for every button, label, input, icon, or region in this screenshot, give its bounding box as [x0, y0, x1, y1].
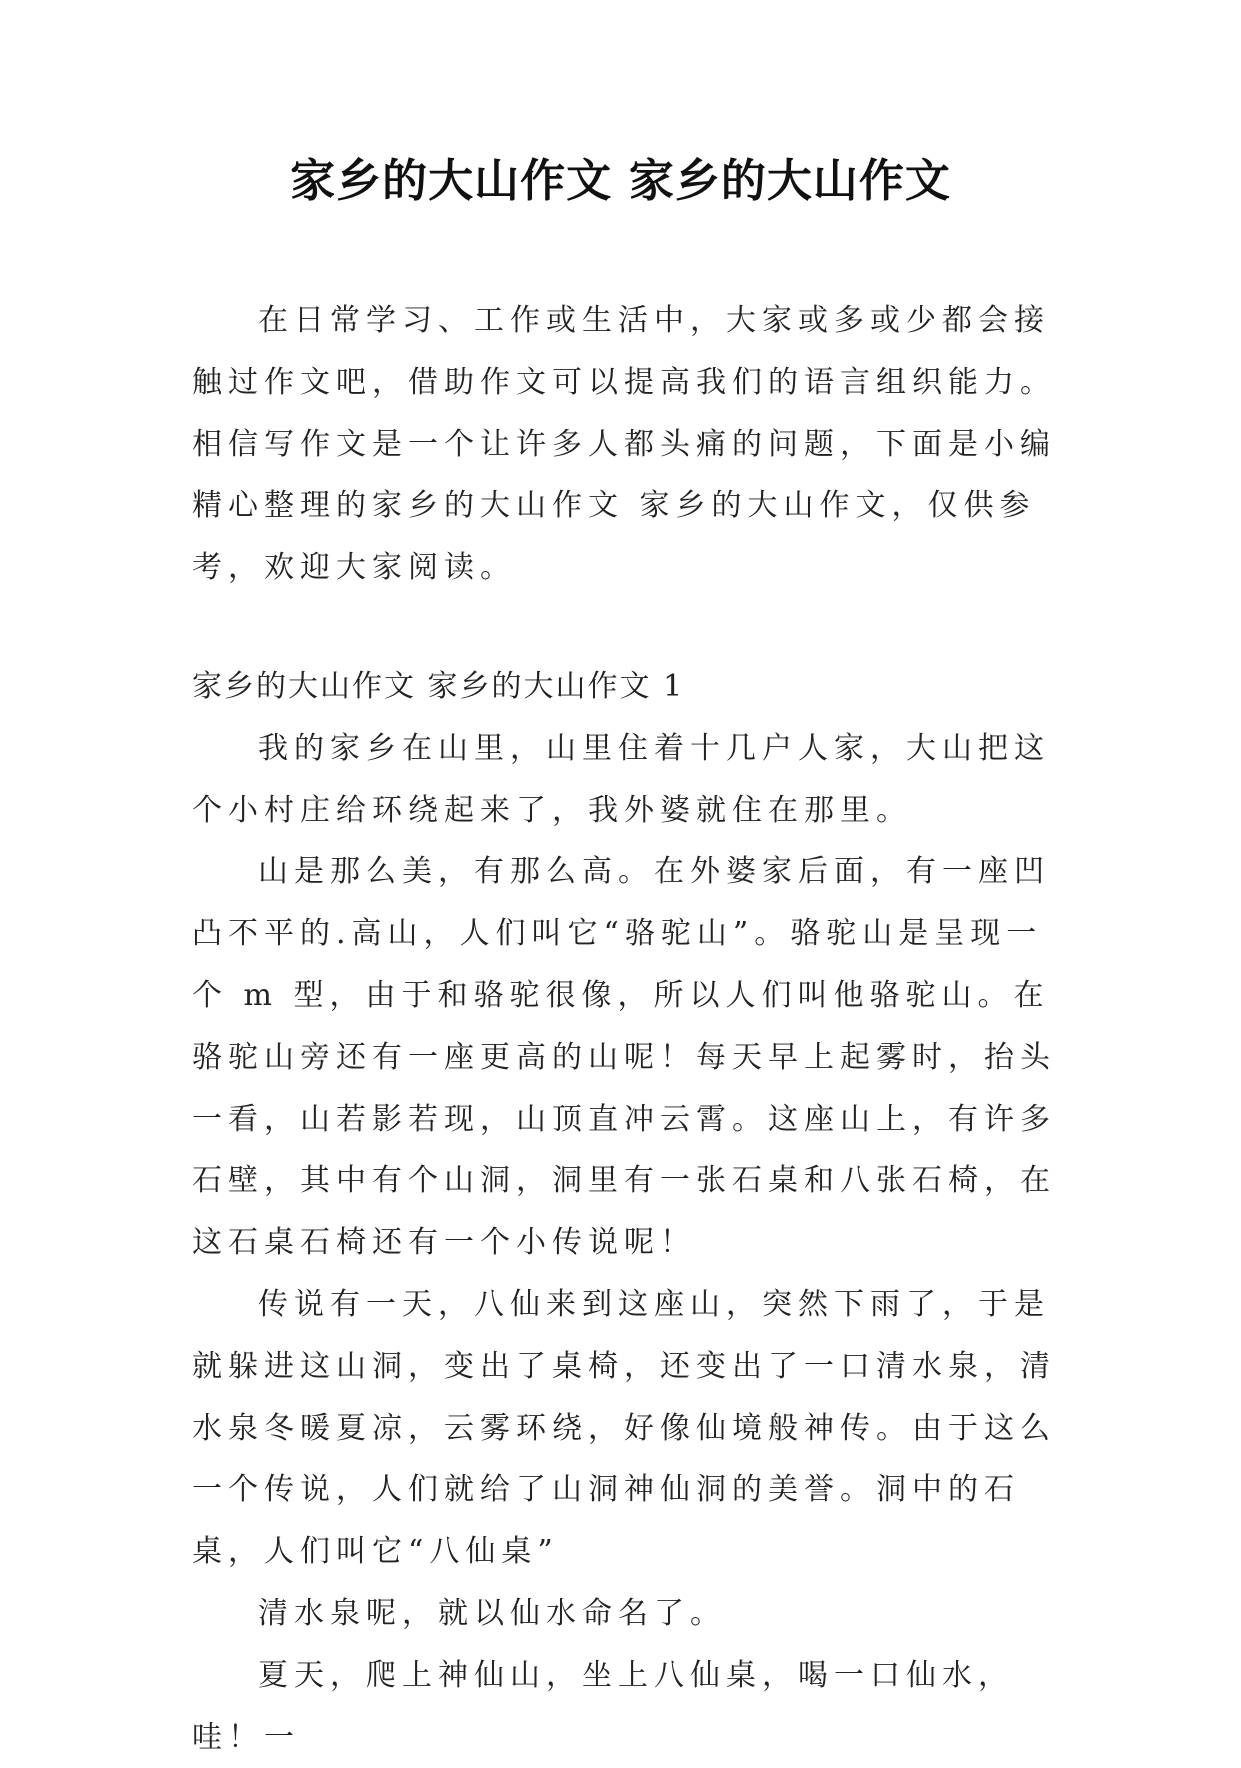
- section-heading: 家乡的大山作文 家乡的大山作文 1: [192, 668, 685, 704]
- body-paragraph: 夏天，爬上神仙山，坐上八仙桌，喝一口仙水，哇！一: [192, 1657, 1014, 1755]
- document-body: [192, 290, 1072, 1768]
- body-paragraph: 我的家乡在山里，山里住着十几户人家，大山把这个小村庄给环绕起来了，我外婆就住在那里。: [192, 730, 1050, 828]
- spacer: [192, 599, 1072, 656]
- document-title: 家乡的大山作文 家乡的大山作文: [290, 154, 951, 207]
- body-paragraph: 清水泉呢，就以仙水命名了。: [258, 1595, 726, 1631]
- body-paragraph: 传说有一天，八仙来到这座山，突然下雨了，于是就躲进这山洞，变出了桌椅，还变出了一口清水泉，清水泉冬暖夏凉，云雾环绕，好像仙境般神传。由于这么一个传说，人们就给了山洞神仙洞的美誉。洞中的石桌，人们叫它“八仙桌”: [192, 1286, 1056, 1570]
- intro-paragraph: 在日常学习、工作或生活中，大家或多或少都会接触过作文吧，借助作文可以提高我们的语言组织能力。相信写作文是一个让许多人都头痛的问题，下面是小编精心整理的家乡的大山作文 家乡的大山作文，仅供参考，欢迎大家阅读。: [192, 303, 1056, 586]
- body-paragraph: 山是那么美，有那么高。在外婆家后面，有一座凹凸不平的.高山，人们叫它“骆驼山”。骆驼山是呈现一个 m 型，由于和骆驼很像，所以人们叫他骆驼山。在骆驼山旁还有一座更高的山呢！每天早上起雾时，抬头一看，山若影若现，山顶直冲云霄。这座山上，有许多石壁，其中有个山洞，洞里有一张石桌和八张石椅，在这石桌石椅还有一个小传说呢！: [192, 854, 1056, 1261]
